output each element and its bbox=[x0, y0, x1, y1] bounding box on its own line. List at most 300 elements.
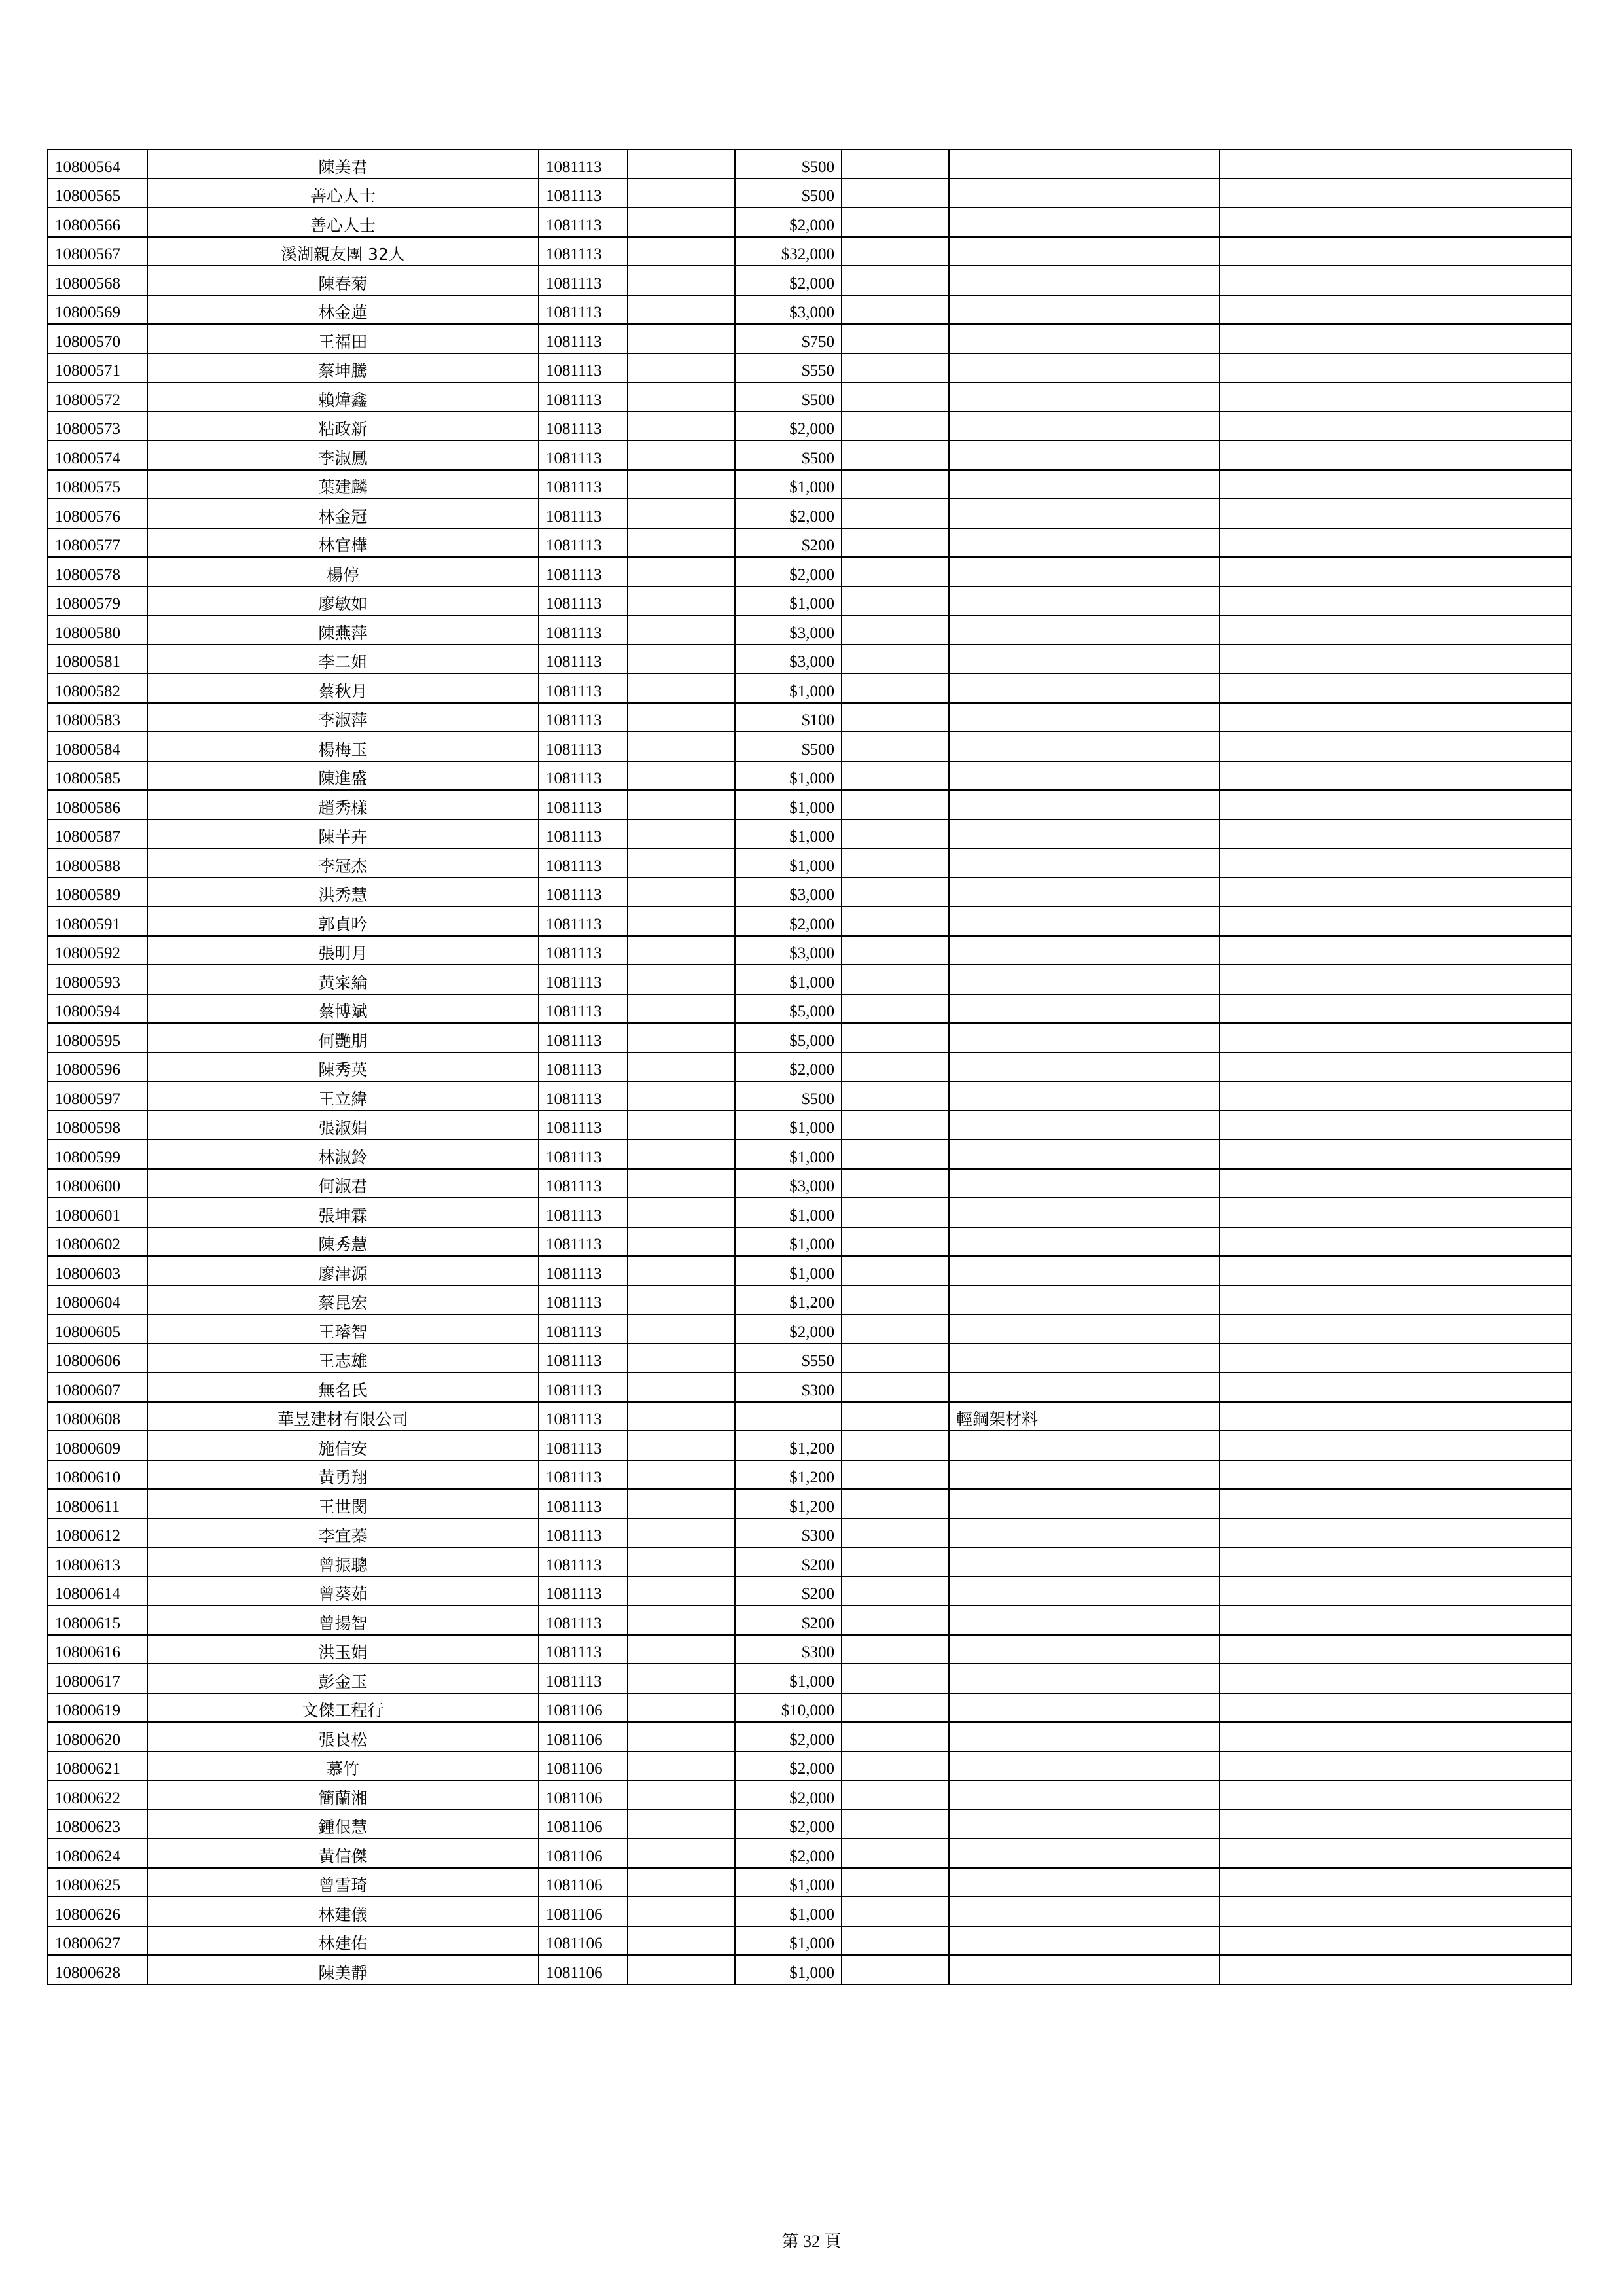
table-row bbox=[48, 1693, 1571, 1723]
amount-cell: $2,000 bbox=[735, 557, 842, 586]
amount-cell: $3,000 bbox=[735, 645, 842, 674]
donor-name-cell: 曾葵茹 bbox=[147, 1577, 539, 1606]
date-cell: 1081113 bbox=[539, 1139, 628, 1169]
empty-cell bbox=[628, 412, 735, 441]
empty-cell bbox=[1219, 848, 1571, 878]
empty-cell bbox=[1219, 790, 1571, 819]
empty-cell bbox=[842, 353, 949, 383]
empty-cell bbox=[1219, 1052, 1571, 1082]
table-row bbox=[48, 266, 1571, 295]
receipt-id-cell: 10800596 bbox=[48, 1052, 147, 1082]
note-cell bbox=[949, 1081, 1219, 1111]
empty-cell bbox=[1219, 906, 1571, 936]
table-row bbox=[48, 1431, 1571, 1460]
donor-name-cell: 何艷朋 bbox=[147, 1023, 539, 1052]
empty-cell bbox=[628, 1780, 735, 1810]
receipt-id-cell: 10800606 bbox=[48, 1344, 147, 1373]
amount-cell: $1,000 bbox=[735, 1926, 842, 1956]
receipt-id-cell: 10800589 bbox=[48, 878, 147, 907]
table-row bbox=[48, 528, 1571, 558]
note-cell bbox=[949, 1052, 1219, 1082]
empty-cell bbox=[842, 732, 949, 761]
empty-cell bbox=[842, 1868, 949, 1897]
table-row bbox=[48, 1897, 1571, 1926]
empty-cell bbox=[628, 1372, 735, 1402]
empty-cell bbox=[1219, 1460, 1571, 1490]
donor-name-cell: 林建佑 bbox=[147, 1926, 539, 1956]
date-cell: 1081113 bbox=[539, 1518, 628, 1548]
donor-name-cell: 林官樺 bbox=[147, 528, 539, 558]
date-cell: 1081106 bbox=[539, 1897, 628, 1926]
table-row bbox=[48, 1751, 1571, 1781]
receipt-id-cell: 10800579 bbox=[48, 586, 147, 616]
date-cell: 1081113 bbox=[539, 965, 628, 994]
amount-cell: $2,000 bbox=[735, 1722, 842, 1751]
empty-cell bbox=[842, 1023, 949, 1052]
amount-cell: $2,000 bbox=[735, 1780, 842, 1810]
note-cell bbox=[949, 965, 1219, 994]
table-row bbox=[48, 1314, 1571, 1344]
empty-cell bbox=[628, 237, 735, 266]
empty-cell bbox=[842, 1460, 949, 1490]
empty-cell bbox=[628, 848, 735, 878]
receipt-id-cell: 10800578 bbox=[48, 557, 147, 586]
date-cell: 1081113 bbox=[539, 1169, 628, 1198]
empty-cell bbox=[628, 1111, 735, 1140]
donor-name-cell: 王立緯 bbox=[147, 1081, 539, 1111]
receipt-id-cell: 10800564 bbox=[48, 149, 147, 179]
empty-cell bbox=[628, 1810, 735, 1839]
note-cell bbox=[949, 1431, 1219, 1460]
receipt-id-cell: 10800593 bbox=[48, 965, 147, 994]
note-cell bbox=[949, 557, 1219, 586]
empty-cell bbox=[842, 440, 949, 470]
date-cell: 1081113 bbox=[539, 1635, 628, 1664]
empty-cell bbox=[842, 790, 949, 819]
date-cell: 1081113 bbox=[539, 878, 628, 907]
donor-name-cell: 陳進盛 bbox=[147, 761, 539, 791]
amount-cell: $2,000 bbox=[735, 1052, 842, 1082]
amount-cell: $2,000 bbox=[735, 266, 842, 295]
donor-name-cell: 趙秀樣 bbox=[147, 790, 539, 819]
date-cell: 1081113 bbox=[539, 673, 628, 703]
empty-cell bbox=[628, 965, 735, 994]
amount-cell: $200 bbox=[735, 1547, 842, 1577]
date-cell: 1081113 bbox=[539, 207, 628, 237]
empty-cell bbox=[842, 1664, 949, 1693]
receipt-id-cell: 10800584 bbox=[48, 732, 147, 761]
empty-cell bbox=[628, 528, 735, 558]
note-cell bbox=[949, 295, 1219, 325]
amount-cell: $200 bbox=[735, 1605, 842, 1635]
empty-cell bbox=[842, 1577, 949, 1606]
empty-cell bbox=[628, 1460, 735, 1490]
receipt-id-cell: 10800625 bbox=[48, 1868, 147, 1897]
receipt-id-cell: 10800573 bbox=[48, 412, 147, 441]
empty-cell bbox=[1219, 207, 1571, 237]
note-cell bbox=[949, 994, 1219, 1024]
empty-cell bbox=[628, 906, 735, 936]
empty-cell bbox=[842, 1926, 949, 1956]
note-cell bbox=[949, 761, 1219, 791]
date-cell: 1081113 bbox=[539, 1052, 628, 1082]
empty-cell bbox=[628, 149, 735, 179]
donor-name-cell: 曾揚智 bbox=[147, 1605, 539, 1635]
note-cell bbox=[949, 207, 1219, 237]
note-cell bbox=[949, 1839, 1219, 1868]
donor-name-cell: 黃寀綸 bbox=[147, 965, 539, 994]
empty-cell bbox=[842, 1139, 949, 1169]
table-row bbox=[48, 295, 1571, 325]
date-cell: 1081113 bbox=[539, 1227, 628, 1257]
date-cell: 1081113 bbox=[539, 1664, 628, 1693]
receipt-id-cell: 10800624 bbox=[48, 1839, 147, 1868]
table-row bbox=[48, 1111, 1571, 1140]
receipt-id-cell: 10800566 bbox=[48, 207, 147, 237]
note-cell bbox=[949, 1810, 1219, 1839]
empty-cell bbox=[628, 440, 735, 470]
empty-cell bbox=[1219, 1139, 1571, 1169]
donor-name-cell: 陳美靜 bbox=[147, 1955, 539, 1984]
empty-cell bbox=[1219, 1023, 1571, 1052]
empty-cell bbox=[842, 1227, 949, 1257]
donor-name-cell: 慕竹 bbox=[147, 1751, 539, 1781]
empty-cell bbox=[628, 878, 735, 907]
table-row bbox=[48, 1664, 1571, 1693]
donor-name-cell: 黃信傑 bbox=[147, 1839, 539, 1868]
donor-name-cell: 洪玉娟 bbox=[147, 1635, 539, 1664]
empty-cell bbox=[628, 1547, 735, 1577]
table-row bbox=[48, 761, 1571, 791]
receipt-id-cell: 10800594 bbox=[48, 994, 147, 1024]
date-cell: 1081113 bbox=[539, 790, 628, 819]
note-cell bbox=[949, 412, 1219, 441]
receipt-id-cell: 10800626 bbox=[48, 1897, 147, 1926]
empty-cell bbox=[628, 1605, 735, 1635]
table-row bbox=[48, 936, 1571, 965]
receipt-id-cell: 10800615 bbox=[48, 1605, 147, 1635]
donor-name-cell: 彭金玉 bbox=[147, 1664, 539, 1693]
empty-cell bbox=[842, 149, 949, 179]
empty-cell bbox=[628, 703, 735, 732]
empty-cell bbox=[1219, 1285, 1571, 1315]
date-cell: 1081113 bbox=[539, 994, 628, 1024]
donor-name-cell: 陳春菊 bbox=[147, 266, 539, 295]
empty-cell bbox=[842, 1169, 949, 1198]
date-cell: 1081113 bbox=[539, 586, 628, 616]
receipt-id-cell: 10800621 bbox=[48, 1751, 147, 1781]
empty-cell bbox=[842, 1635, 949, 1664]
table-row bbox=[48, 1023, 1571, 1052]
amount-cell: $5,000 bbox=[735, 994, 842, 1024]
empty-cell bbox=[842, 1955, 949, 1984]
note-cell bbox=[949, 324, 1219, 353]
page-number: 第 32 頁 bbox=[781, 2232, 842, 2251]
empty-cell bbox=[628, 1198, 735, 1227]
receipt-id-cell: 10800599 bbox=[48, 1139, 147, 1169]
empty-cell bbox=[1219, 1402, 1571, 1431]
note-cell bbox=[949, 470, 1219, 499]
date-cell: 1081113 bbox=[539, 1314, 628, 1344]
donor-name-cell: 蔡昆宏 bbox=[147, 1285, 539, 1315]
note-cell bbox=[949, 1460, 1219, 1490]
receipt-id-cell: 10800587 bbox=[48, 819, 147, 849]
date-cell: 1081113 bbox=[539, 237, 628, 266]
table-row bbox=[48, 1372, 1571, 1402]
amount-cell: $2,000 bbox=[735, 412, 842, 441]
empty-cell bbox=[628, 1868, 735, 1897]
receipt-id-cell: 10800574 bbox=[48, 440, 147, 470]
table-row bbox=[48, 1052, 1571, 1082]
amount-cell bbox=[735, 1402, 842, 1431]
date-cell: 1081113 bbox=[539, 1402, 628, 1431]
note-cell bbox=[949, 703, 1219, 732]
donor-name-cell: 陳美君 bbox=[147, 149, 539, 179]
empty-cell bbox=[842, 1372, 949, 1402]
empty-cell bbox=[628, 353, 735, 383]
receipt-id-cell: 10800575 bbox=[48, 470, 147, 499]
donor-name-cell: 蔡坤騰 bbox=[147, 353, 539, 383]
note-cell bbox=[949, 1547, 1219, 1577]
amount-cell: $500 bbox=[735, 179, 842, 208]
date-cell: 1081113 bbox=[539, 440, 628, 470]
amount-cell: $2,000 bbox=[735, 499, 842, 528]
empty-cell bbox=[1219, 1780, 1571, 1810]
date-cell: 1081106 bbox=[539, 1955, 628, 1984]
amount-cell: $1,000 bbox=[735, 1198, 842, 1227]
empty-cell bbox=[842, 1402, 949, 1431]
empty-cell bbox=[628, 295, 735, 325]
receipt-id-cell: 10800613 bbox=[48, 1547, 147, 1577]
date-cell: 1081113 bbox=[539, 295, 628, 325]
empty-cell bbox=[842, 499, 949, 528]
amount-cell: $1,000 bbox=[735, 1227, 842, 1257]
receipt-id-cell: 10800583 bbox=[48, 703, 147, 732]
donor-name-cell: 廖津源 bbox=[147, 1256, 539, 1285]
amount-cell: $550 bbox=[735, 1344, 842, 1373]
amount-cell: $1,000 bbox=[735, 819, 842, 849]
empty-cell bbox=[842, 819, 949, 849]
empty-cell bbox=[1219, 1810, 1571, 1839]
amount-cell: $300 bbox=[735, 1372, 842, 1402]
receipt-id-cell: 10800591 bbox=[48, 906, 147, 936]
amount-cell: $300 bbox=[735, 1518, 842, 1548]
table-row bbox=[48, 1868, 1571, 1897]
empty-cell bbox=[628, 1635, 735, 1664]
note-cell bbox=[949, 237, 1219, 266]
table-row bbox=[48, 1839, 1571, 1868]
donor-name-cell: 善心人士 bbox=[147, 179, 539, 208]
receipt-id-cell: 10800616 bbox=[48, 1635, 147, 1664]
empty-cell bbox=[842, 1081, 949, 1111]
empty-cell bbox=[628, 1751, 735, 1781]
table-row bbox=[48, 1635, 1571, 1664]
note-cell bbox=[949, 1693, 1219, 1723]
date-cell: 1081113 bbox=[539, 615, 628, 645]
empty-cell bbox=[842, 1344, 949, 1373]
empty-cell bbox=[628, 673, 735, 703]
date-cell: 1081106 bbox=[539, 1839, 628, 1868]
donor-name-cell: 簡蘭湘 bbox=[147, 1780, 539, 1810]
receipt-id-cell: 10800576 bbox=[48, 499, 147, 528]
date-cell: 1081113 bbox=[539, 1081, 628, 1111]
receipt-id-cell: 10800588 bbox=[48, 848, 147, 878]
amount-cell: $1,000 bbox=[735, 790, 842, 819]
empty-cell bbox=[628, 1314, 735, 1344]
empty-cell bbox=[628, 819, 735, 849]
receipt-id-cell: 10800623 bbox=[48, 1810, 147, 1839]
empty-cell bbox=[1219, 1839, 1571, 1868]
date-cell: 1081113 bbox=[539, 1344, 628, 1373]
amount-cell: $2,000 bbox=[735, 1751, 842, 1781]
receipt-id-cell: 10800582 bbox=[48, 673, 147, 703]
donor-name-cell: 張良松 bbox=[147, 1722, 539, 1751]
amount-cell: $3,000 bbox=[735, 615, 842, 645]
date-cell: 1081106 bbox=[539, 1751, 628, 1781]
receipt-id-cell: 10800620 bbox=[48, 1722, 147, 1751]
receipt-id-cell: 10800571 bbox=[48, 353, 147, 383]
table-row bbox=[48, 906, 1571, 936]
table-row bbox=[48, 1722, 1571, 1751]
amount-cell: $1,200 bbox=[735, 1489, 842, 1518]
amount-cell: $1,000 bbox=[735, 965, 842, 994]
table-row bbox=[48, 732, 1571, 761]
empty-cell bbox=[842, 1605, 949, 1635]
table-row bbox=[48, 1198, 1571, 1227]
table-row bbox=[48, 557, 1571, 586]
receipt-id-cell: 10800580 bbox=[48, 615, 147, 645]
empty-cell bbox=[1219, 1256, 1571, 1285]
empty-cell bbox=[628, 1839, 735, 1868]
date-cell: 1081113 bbox=[539, 1256, 628, 1285]
amount-cell: $1,000 bbox=[735, 1256, 842, 1285]
table-row bbox=[48, 848, 1571, 878]
empty-cell bbox=[628, 1926, 735, 1956]
empty-cell bbox=[1219, 1955, 1571, 1984]
donor-name-cell: 蔡秋月 bbox=[147, 673, 539, 703]
ledger-body bbox=[48, 149, 1571, 1984]
donor-name-cell: 葉建麟 bbox=[147, 470, 539, 499]
empty-cell bbox=[1219, 1577, 1571, 1606]
empty-cell bbox=[1219, 1081, 1571, 1111]
table-row bbox=[48, 440, 1571, 470]
empty-cell bbox=[1219, 324, 1571, 353]
note-cell bbox=[949, 1664, 1219, 1693]
empty-cell bbox=[1219, 412, 1571, 441]
empty-cell bbox=[842, 1547, 949, 1577]
donor-name-cell: 陳芊卉 bbox=[147, 819, 539, 849]
note-cell bbox=[949, 878, 1219, 907]
empty-cell bbox=[628, 1489, 735, 1518]
note-cell bbox=[949, 673, 1219, 703]
empty-cell bbox=[1219, 1547, 1571, 1577]
table-row bbox=[48, 790, 1571, 819]
table-row bbox=[48, 324, 1571, 353]
note-cell bbox=[949, 1344, 1219, 1373]
empty-cell bbox=[1219, 1518, 1571, 1548]
table-row bbox=[48, 1139, 1571, 1169]
amount-cell: $3,000 bbox=[735, 936, 842, 965]
note-cell bbox=[949, 1897, 1219, 1926]
table-row bbox=[48, 1402, 1571, 1431]
table-row bbox=[48, 1780, 1571, 1810]
note-cell bbox=[949, 645, 1219, 674]
date-cell: 1081113 bbox=[539, 1605, 628, 1635]
empty-cell bbox=[628, 1139, 735, 1169]
note-cell: 輕鋼架材料 bbox=[949, 1402, 1219, 1431]
empty-cell bbox=[842, 1198, 949, 1227]
donor-name-cell: 張淑娟 bbox=[147, 1111, 539, 1140]
empty-cell bbox=[628, 499, 735, 528]
note-cell bbox=[949, 732, 1219, 761]
date-cell: 1081113 bbox=[539, 848, 628, 878]
empty-cell bbox=[842, 207, 949, 237]
note-cell bbox=[949, 790, 1219, 819]
note-cell bbox=[949, 1198, 1219, 1227]
empty-cell bbox=[1219, 1314, 1571, 1344]
empty-cell bbox=[1219, 586, 1571, 616]
amount-cell: $200 bbox=[735, 1577, 842, 1606]
donor-name-cell: 李冠杰 bbox=[147, 848, 539, 878]
empty-cell bbox=[842, 645, 949, 674]
donor-name-cell: 華昱建材有限公司 bbox=[147, 1402, 539, 1431]
date-cell: 1081113 bbox=[539, 179, 628, 208]
table-row bbox=[48, 237, 1571, 266]
note-cell bbox=[949, 499, 1219, 528]
empty-cell bbox=[842, 761, 949, 791]
table-row bbox=[48, 353, 1571, 383]
date-cell: 1081113 bbox=[539, 499, 628, 528]
date-cell: 1081113 bbox=[539, 470, 628, 499]
note-cell bbox=[949, 1518, 1219, 1548]
note-cell bbox=[949, 179, 1219, 208]
note-cell bbox=[949, 382, 1219, 412]
empty-cell bbox=[1219, 994, 1571, 1024]
donor-name-cell: 善心人士 bbox=[147, 207, 539, 237]
donor-name-cell: 曾振聰 bbox=[147, 1547, 539, 1577]
empty-cell bbox=[628, 1285, 735, 1315]
empty-cell bbox=[842, 1111, 949, 1140]
receipt-id-cell: 10800597 bbox=[48, 1081, 147, 1111]
note-cell bbox=[949, 1111, 1219, 1140]
date-cell: 1081113 bbox=[539, 1577, 628, 1606]
date-cell: 1081113 bbox=[539, 819, 628, 849]
empty-cell bbox=[1219, 1926, 1571, 1956]
amount-cell: $500 bbox=[735, 382, 842, 412]
note-cell bbox=[949, 1722, 1219, 1751]
empty-cell bbox=[1219, 440, 1571, 470]
receipt-id-cell: 10800569 bbox=[48, 295, 147, 325]
amount-cell: $3,000 bbox=[735, 1169, 842, 1198]
amount-cell: $750 bbox=[735, 324, 842, 353]
empty-cell bbox=[1219, 673, 1571, 703]
amount-cell: $550 bbox=[735, 353, 842, 383]
empty-cell bbox=[842, 673, 949, 703]
note-cell bbox=[949, 1635, 1219, 1664]
empty-cell bbox=[1219, 1693, 1571, 1723]
empty-cell bbox=[628, 1577, 735, 1606]
empty-cell bbox=[628, 732, 735, 761]
empty-cell bbox=[842, 1780, 949, 1810]
donor-name-cell: 陳燕萍 bbox=[147, 615, 539, 645]
donor-name-cell: 廖敏如 bbox=[147, 586, 539, 616]
amount-cell: $1,200 bbox=[735, 1285, 842, 1315]
empty-cell bbox=[842, 1314, 949, 1344]
donor-name-cell: 王世閔 bbox=[147, 1489, 539, 1518]
amount-cell: $2,000 bbox=[735, 1839, 842, 1868]
empty-cell bbox=[628, 1693, 735, 1723]
amount-cell: $1,200 bbox=[735, 1431, 842, 1460]
